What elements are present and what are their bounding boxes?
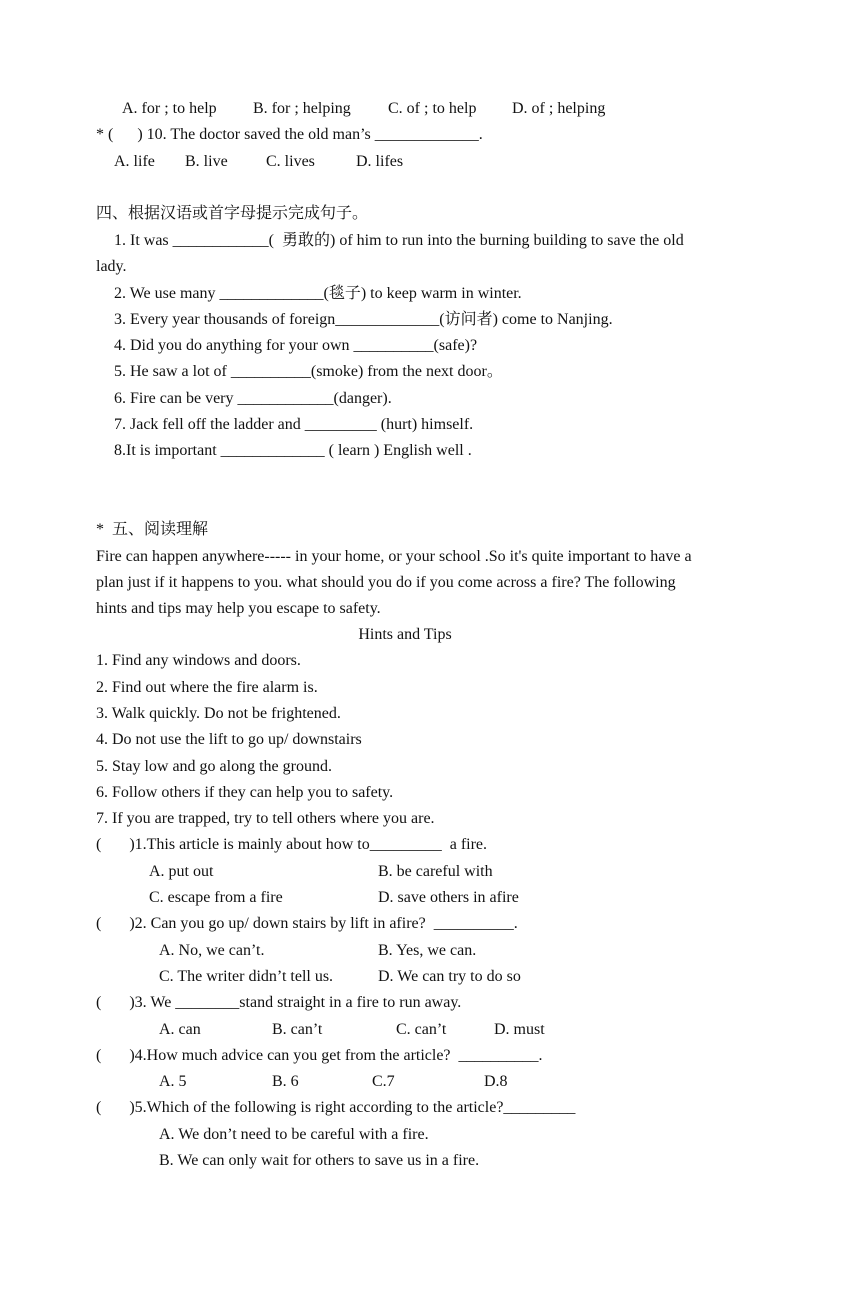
tip-item: 4. Do not use the lift to go up/ downstairs (96, 731, 362, 748)
section4-heading: 四、根据汉语或首字母提示完成句子。 (96, 205, 369, 222)
section4-item: 8.It is important _____________ ( learn ) English well . (114, 442, 472, 459)
q9-option-a: A. for ; to help (122, 100, 217, 117)
question-stem: ( )3. We ________stand straight in a fire to run away. (96, 994, 462, 1011)
q10-option-b: B. live (185, 153, 228, 170)
question-option: B. Yes, we can. (378, 942, 477, 959)
passage-line: plan just if it happens to you. what should you do if you come across a fire? The following (96, 574, 676, 591)
question-option: A. put out (149, 863, 214, 880)
question-option: C. can’t (396, 1021, 447, 1038)
question-option: A. No, we can’t. (159, 942, 265, 959)
passage-line: Fire can happen anywhere----- in your home, or your school .So it's quite important to have a (96, 548, 692, 565)
question-option: C.7 (372, 1073, 395, 1090)
question-option: B. We can only wait for others to save us in a fire. (159, 1152, 480, 1169)
question-option: D. We can try to do so (378, 968, 521, 985)
section4-item: 3. Every year thousands of foreign_____________(访问者) come to Nanjing. (114, 311, 613, 328)
question-stem: ( )5.Which of the following is right according to the article?_________ (96, 1099, 576, 1116)
q9-option-b: B. for ; helping (253, 100, 351, 117)
q10-option-c: C. lives (266, 153, 315, 170)
q10-option-a: A. life (114, 153, 155, 170)
q9-option-c: C. of ; to help (388, 100, 477, 117)
question-option: A. 5 (159, 1073, 187, 1090)
q9-option-d: D. of ; helping (512, 100, 606, 117)
question-option: C. The writer didn’t tell us. (159, 968, 334, 985)
section4-item: 1. It was ____________( 勇敢的) of him to run into the burning building to save the old (114, 232, 684, 249)
question-option: C. escape from a fire (149, 889, 283, 906)
section4-item: 5. He saw a lot of __________(smoke) from the next door。 (114, 363, 503, 380)
tip-item: 3. Walk quickly. Do not be frightened. (96, 705, 341, 722)
passage-line: hints and tips may help you escape to safety. (96, 600, 381, 617)
question-stem: ( )2. Can you go up/ down stairs by lift in afire? __________. (96, 915, 518, 932)
tip-item: 5. Stay low and go along the ground. (96, 758, 332, 775)
section4-item: 2. We use many _____________(毯子) to keep warm in winter. (114, 285, 522, 302)
question-option: D.8 (484, 1073, 508, 1090)
tips-title: Hints and Tips (358, 626, 452, 643)
tip-item: 2. Find out where the fire alarm is. (96, 679, 318, 696)
question-option: B. be careful with (378, 863, 493, 880)
section4-item: lady. (96, 258, 127, 275)
question-stem: ( )4.How much advice can you get from the article? __________. (96, 1047, 543, 1064)
tip-item: 1. Find any windows and doors. (96, 652, 301, 669)
question-option: D. must (494, 1021, 545, 1038)
question-option: D. save others in afire (378, 889, 519, 906)
section4-item: 7. Jack fell off the ladder and _________ (hurt) himself. (114, 416, 474, 433)
question-option: A. can (159, 1021, 201, 1038)
question-stem: ( )1.This article is mainly about how to_________ a fire. (96, 836, 488, 853)
q10-option-d: D. lifes (356, 153, 404, 170)
question-option: A. We don’t need to be careful with a fire. (159, 1126, 429, 1143)
question-option: B. can’t (272, 1021, 323, 1038)
q10-stem: * ( ) 10. The doctor saved the old man’s _____________. (96, 126, 483, 143)
section5-heading: * 五、阅读理解 (96, 521, 209, 538)
section4-item: 4. Did you do anything for your own __________(safe)? (114, 337, 478, 354)
tip-item: 6. Follow others if they can help you to safety. (96, 784, 394, 801)
question-option: B. 6 (272, 1073, 299, 1090)
section4-item: 6. Fire can be very ____________(danger). (114, 390, 392, 407)
tip-item: 7. If you are trapped, try to tell others where you are. (96, 810, 435, 827)
